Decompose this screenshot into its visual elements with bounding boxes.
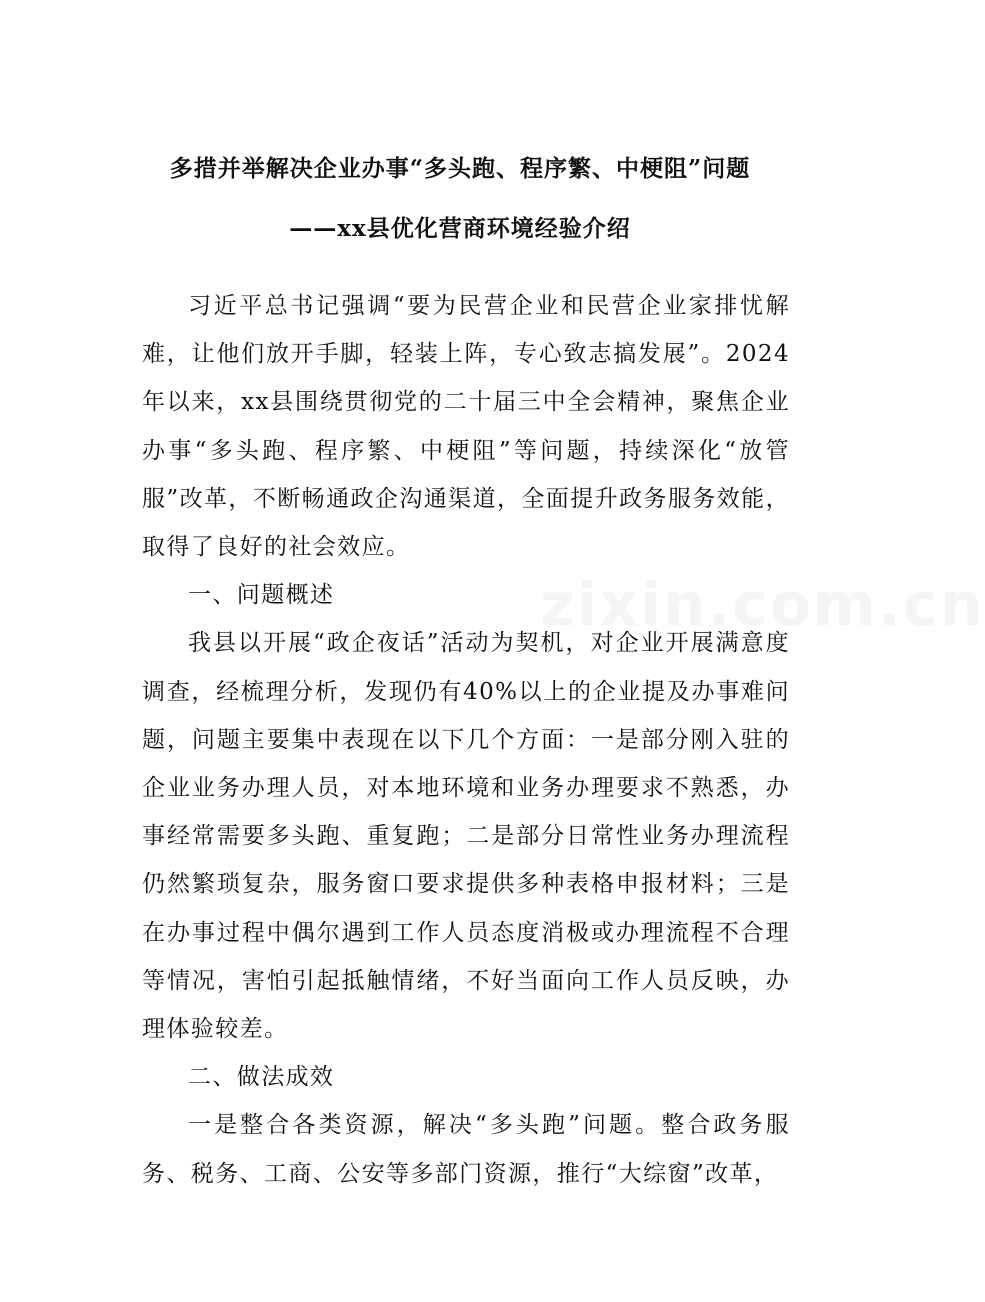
paragraph-problem-overview: 我县以开展“政企夜话”活动为契机，对企业开展满意度调查，经梳理分析，发现仍有40%以上的企业提及办事难问题，问题主要集中表现在以下几个方面：一是部分刚入驻的企业业务办理人员，对本地环境和业务办理要求不熟悉，办事经常需要多头跑、重复跑；二是部分日常性业务办理流程仍然繁琐复杂，服务窗口要求提供多种表格申报材料；三是在办事过程中偶尔遇到工作人员态度消极或办理流程不合理等情况，害怕引起抵触情绪，不好当面向工作人员反映，办理体验较差。 — [142, 630, 790, 1043]
paragraph-practices-results: 一是整合各类资源，解决“多头跑”问题。整合政务服务、税务、工商、公安等多部门资源，推行“大综窗”改革， — [142, 1112, 790, 1187]
document-body — [142, 282, 790, 1198]
paragraph-intro: 习近平总书记强调“要为民营企业和民营企业家排忧解难，让他们放开手脚，轻装上阵，专心致志搞发展”。2024年以来，xx县围绕贯彻党的二十届三中全会精神，聚焦企业办事“多头跑、程序繁、中梗阻”等问题，持续深化“放管服”改革，不断畅通政企沟通渠道，全面提升政务服务效能，取得了良好的社会效应。 — [142, 293, 790, 561]
document-subtitle: ——xx县优化营商环境经验介绍 — [289, 215, 631, 242]
document-title: 多措并举解决企业办事“多头跑、程序繁、中梗阻”问题 — [169, 155, 751, 182]
section-heading-problem-overview: 一、问题概述 — [188, 582, 335, 609]
watermark: zixin.com.cn — [540, 570, 985, 640]
section-heading-practices-results: 二、做法成效 — [188, 1064, 335, 1091]
